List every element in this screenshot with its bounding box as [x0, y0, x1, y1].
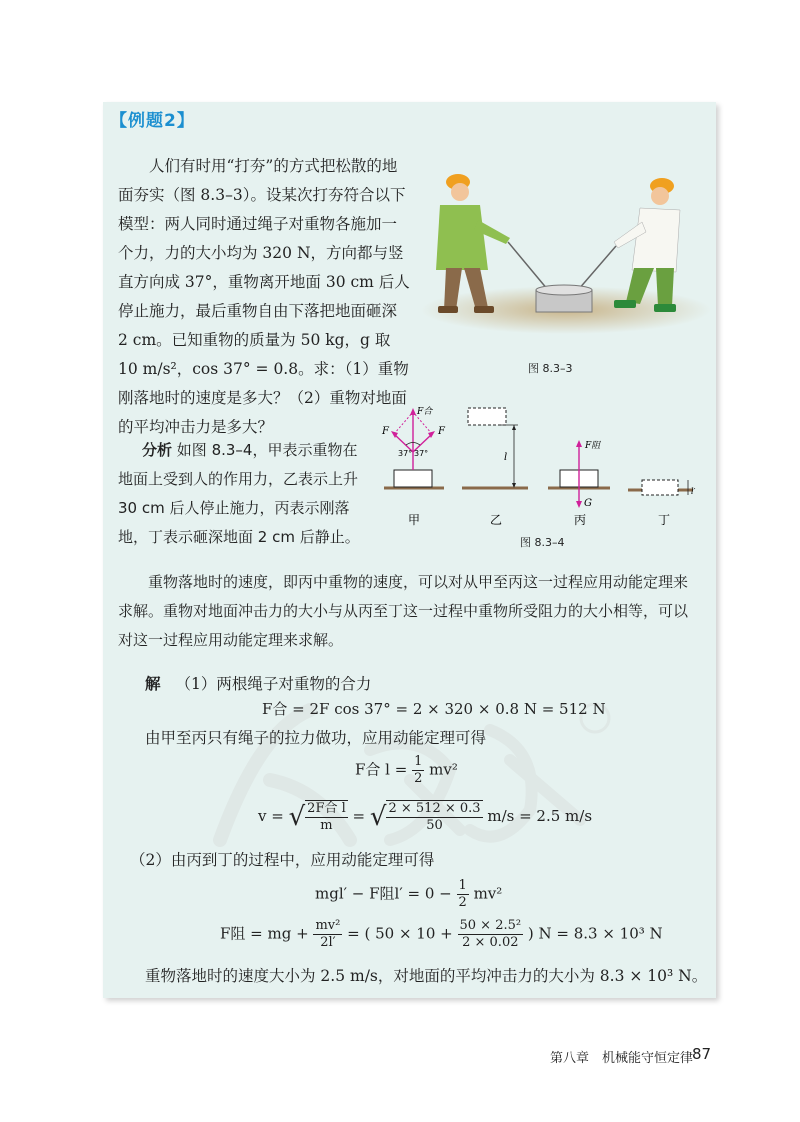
solution-part2-intro: （2）由丙到丁的过程中，应用动能定理可得	[130, 851, 435, 869]
equation-5-rhs: ) N = 8.3 × 10³ N	[527, 924, 663, 943]
frac-den: 2	[458, 895, 467, 910]
frac-num: 1	[458, 878, 467, 893]
equation-4-lhs: mgl′ − F阻l′ = 0 −	[315, 884, 452, 903]
equation-3-mid: =	[352, 807, 366, 825]
frac-num: 50 × 2.5²	[459, 918, 522, 933]
sqrt-sign-2: √	[369, 802, 387, 832]
page-number: 87	[692, 1045, 712, 1063]
diagram-jia	[391, 408, 435, 487]
diagram-yi	[468, 408, 518, 488]
label-g: G	[584, 498, 592, 509]
analysis-text	[118, 436, 368, 552]
equation-5-mid: = ( 50 × 10 +	[347, 924, 453, 943]
frac-num: 2F合 l	[307, 801, 346, 816]
figure-8-3-3-caption: 图 8.3–3	[528, 362, 573, 375]
frac-den: m	[320, 818, 333, 833]
frac-num: mv²	[315, 918, 341, 933]
label-f-left: F	[382, 426, 389, 437]
analysis-label: 分析	[142, 441, 173, 459]
frac-num: 1	[414, 754, 423, 769]
figure-8-3-3	[418, 160, 714, 350]
stage-label-bing: 丙	[574, 513, 587, 527]
equation-3-calc-frac	[386, 800, 482, 834]
example-label: 【例题2】	[110, 111, 195, 131]
equation-5-frac2	[458, 918, 524, 951]
label-angle-left: 37°	[398, 449, 413, 458]
rammer-weight	[536, 285, 592, 312]
equation-5-lhs: F阻 = mg +	[220, 924, 309, 943]
equation-2-rhs: mv²	[429, 760, 458, 779]
label-f-right: F	[438, 426, 445, 437]
solution-conclusion: 重物落地时的速度大小为 2.5 m/s，对地面的平均冲击力的大小为 8.3 × 10³ N。	[145, 967, 708, 985]
stage-label-yi: 乙	[490, 513, 503, 527]
solution-part1-line	[145, 672, 371, 694]
equation-2-lhs: F合 l =	[355, 760, 408, 779]
diagram-ding	[642, 480, 688, 495]
figure-8-3-4	[378, 400, 708, 530]
equation-3	[258, 800, 592, 834]
analysis-body: 如图 8.3–4，甲表示重物在地面上受到人的作用力，乙表示上升 30 cm 后人停止施力，丙表示刚落地，丁表示砸深地面 2 cm 后静止。	[118, 441, 360, 546]
equation-5	[220, 918, 663, 951]
equation-2	[355, 754, 458, 787]
frac-den: 2 × 0.02	[462, 935, 519, 950]
label-angle-right: 37°	[414, 449, 429, 458]
right-rope	[578, 246, 616, 290]
frac-num: 2 × 512 × 0.3	[388, 801, 481, 816]
equation-3-rhs: m/s = 2.5 m/s	[487, 807, 593, 825]
stage-label-jia: 甲	[408, 513, 421, 527]
label-l-prime: l′	[691, 487, 696, 496]
solution-label: 解	[145, 675, 161, 693]
chapter-footer: 第八章 机械能守恒定律	[550, 1051, 694, 1066]
problem-text: 人们有时用“打夯”的方式把松散的地面夯实（图 8.3–3）。设某次打夯符合以下模型：两人同时通过绳子对重物各施加一个力，力的大小均为 320 N，方向都与竖直方向成 37°，重物离开地面 30 cm 后人停止施力，最后重物自由下落把地面砸深 2 cm。已知重物的质量为 50 kg，g 取 10 m/s²，cos 37° = 0.8。求：（1）重物刚落地时的速度是多大？（2）重物对地面的平均冲击力是多大？	[118, 157, 410, 436]
solution-part1-intro: （1）两根绳子对重物的合力	[175, 675, 372, 693]
stage-label-ding: 丁	[658, 513, 671, 527]
label-f-combined: F合	[417, 407, 433, 417]
frac-den: 2l′	[320, 935, 336, 950]
label-f-resist: F阻	[585, 441, 601, 451]
equation-5-frac1	[313, 918, 342, 951]
equation-1: F合 = 2F cos 37° = 2 × 320 × 0.8 N = 512 N	[262, 700, 606, 718]
equation-3-sqrt-frac	[305, 800, 348, 834]
equation-4-half	[457, 878, 469, 911]
equation-2-half	[412, 754, 424, 787]
frac-den: 50	[426, 818, 443, 833]
sqrt-sign-1: √	[288, 802, 306, 832]
left-rope	[508, 242, 548, 290]
label-l: l	[504, 452, 508, 463]
analysis-para2: 重物落地时的速度，即丙中重物的速度，可以对从甲至丙这一过程应用动能定理来求解。重物对地面冲击力的大小与从丙至丁这一过程中重物所受阻力的大小相等，可以对这一过程应用动能定理来求解。	[118, 573, 689, 649]
equation-4	[315, 878, 502, 911]
frac-den: 2	[414, 771, 423, 786]
equation-3-lhs: v =	[258, 807, 284, 825]
equation-4-rhs: mv²	[473, 884, 503, 903]
figure-8-3-4-caption: 图 8.3–4	[520, 536, 565, 549]
solution-part1-text: 由甲至丙只有绳子的拉力做功，应用动能定理可得	[145, 729, 487, 747]
